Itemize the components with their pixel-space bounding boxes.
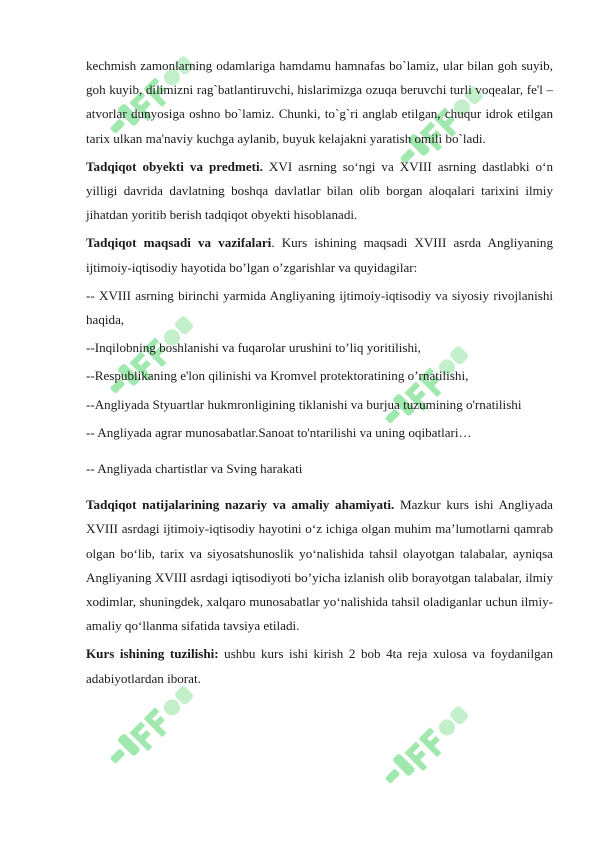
paragraph-structure: Kurs ishining tuzilishi: ushbu kurs ishi kirish 2 bob 4ta reja xulosa va foydanilgan adabiyotlardan iborat. xyxy=(86,646,553,686)
list-item: -- Angliyada agrar munosabatlar.Sanoat to'ntarilishi va uning oqibatlari… xyxy=(86,424,472,440)
paragraph-research-goals: Tadqiqot maqsadi va vazifalari. Kurs ishining maqsadi XVIII asrda Angliyaning ijtimoiy-iqtisodiy hayotida bo’lgan o’zgarishlar va quyidagilar: xyxy=(86,235,553,275)
list-item: --Inqilobning boshlanishi va fuqarolar urushini to’liq yoritilishi, xyxy=(86,340,421,356)
paragraph-significance: Tadqiqot natijalarining nazariy va amaliy ahamiyati. Mazkur kurs ishi Angliyada XVIII asrdagi ijtimoiy-iqtisodiy hayotini o‘z ichiga olgan muhim ma’lumotlarni qamrab olgan bo‘lib, tarix va siyosatshunoslik yo‘nalishida tahsil olayotgan talabalar, ayniqsa Angliyaning XVIII asrdagi iqtisodiyoti bo’yicha izlanish olib borayotgan talabalar, ilmiy xodimlar, shuningdek, xalqaro munosabatlar yo‘nalishida tahsil oladiganlar uchun ilmiy-amaliy qo‘llanma sifatida tavsiya etiladi. xyxy=(86,497,553,634)
list-item: --Respublikaning e'lon qilinishi va Kromvel protektoratining o’rnatilishi, xyxy=(86,368,469,384)
paragraph-intro: kechmish zamonlarning odamlariga hamdamu hamnafas bo`lamiz, ular bilan goh suyib, goh kuyib, dilimizni rag`batlantiruvchi, hislarimizga ozuqa beruvchi turli voqealar, fe'l – atvorlar dunyosiga oshno bo`lamiz. Chunki, to`g`ri anglab etilgan, chuqur idrok etilgan tarix ulkan ma'naviy kuchga aylanib, buyuk kelajakni yaratish omili bo`ladi. xyxy=(86,58,553,146)
document-body xyxy=(86,54,553,695)
paragraph-research-object: Tadqiqot obyekti va predmeti. XVI asrning so‘ngi va XVIII asrning dastlabki o‘n yilligi davrida davlatning boshqa davlatlar bilan olib borgan aloqalari tarixini ilmiy jihatdan yoritib berish tadqiqot obyekti hisoblanadi. xyxy=(86,158,553,223)
list-item: -- Angliyada chartistlar va Sving harakati xyxy=(86,461,303,477)
list-item: --Angliyada Styuartlar hukmronligining tiklanishi va burjua tuzumining o'rnatilishi xyxy=(86,396,522,412)
list-item: -- XVIII asrning birinchi yarmida Angliyaning ijtimoiy-iqtisodiy va siyosiy rivojlanishi haqida, xyxy=(86,287,553,328)
watermark-logo-icon xyxy=(370,690,490,810)
